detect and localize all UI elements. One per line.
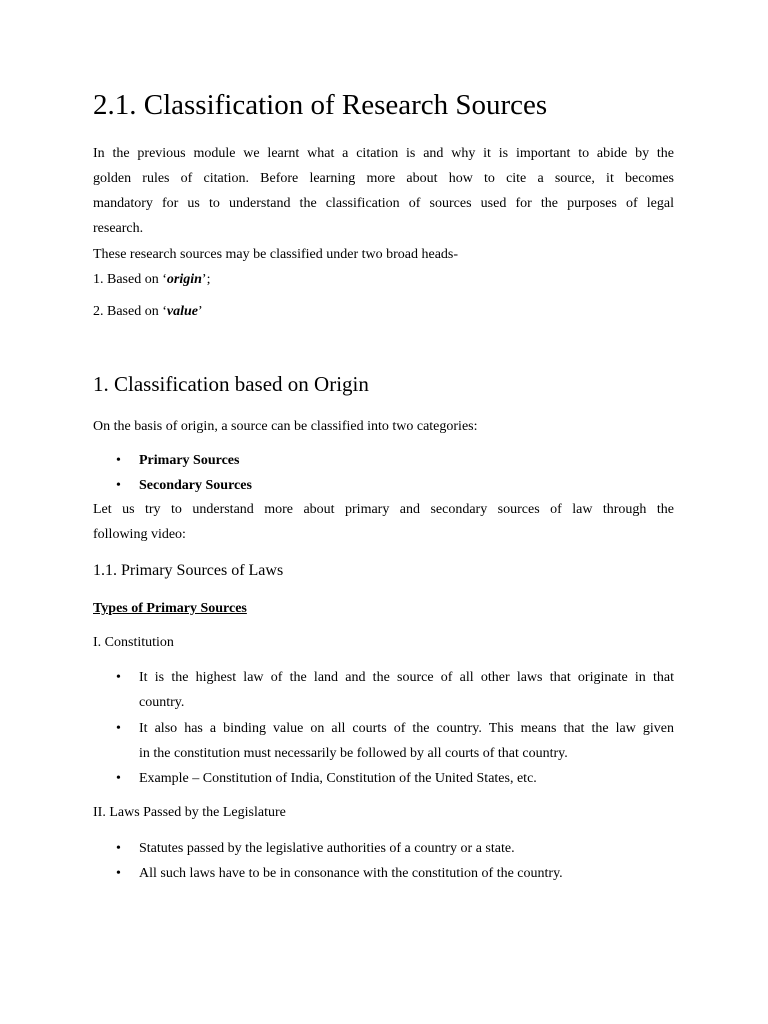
- bullet-line: Example – Constitution of India, Constitution of the United States, etc.: [139, 771, 537, 786]
- page-title: 2.1. Classification of Research Sources: [93, 89, 548, 121]
- origin-item: [93, 270, 210, 290]
- bullet-line: Statutes passed by the legislative authorities of a country or a state.: [139, 841, 515, 856]
- legislature-label: II. Laws Passed by the Legislature: [93, 805, 286, 820]
- video-line: following video:: [93, 527, 186, 542]
- origin-item-prefix: 1. Based on ‘: [93, 272, 167, 287]
- category-primary: Primary Sources: [139, 453, 240, 468]
- legislature-bullet: [139, 864, 674, 889]
- bullet-line: country.: [139, 695, 185, 710]
- legislature-bullet: [139, 839, 674, 864]
- category-secondary: Secondary Sources: [139, 478, 252, 493]
- section-heading-origin: 1. Classification based on Origin: [93, 372, 369, 396]
- bullet-line: It is the highest law of the land and the source of all other laws that originate in that: [139, 670, 674, 685]
- bullet-marker: •: [116, 453, 121, 468]
- intro-line: In the previous module we learnt what a citation is and why it is important to abide by the: [93, 146, 674, 161]
- subsection-heading-primary: 1.1. Primary Sources of Laws: [93, 562, 284, 579]
- constitution-bullet: [139, 668, 674, 718]
- intro-line: golden rules of citation. Before learning more about how to cite a source, it becomes: [93, 171, 674, 186]
- constitution-bullet: [139, 769, 674, 794]
- constitution-bullet: [139, 719, 674, 769]
- bullet-marker: •: [116, 721, 121, 736]
- types-heading: Types of Primary Sources: [93, 601, 247, 616]
- intro-line: research.: [93, 221, 144, 236]
- value-item-suffix: ’: [198, 304, 203, 319]
- broad-heads-line: These research sources may be classified under two broad heads-: [93, 247, 459, 262]
- bullet-line: It also has a binding value on all courts of the country. This means that the law given: [139, 721, 674, 736]
- intro-paragraph: [93, 144, 674, 244]
- bullet-marker: •: [116, 670, 121, 685]
- bullet-marker: •: [116, 841, 121, 856]
- bullet-line: All such laws have to be in consonance with the constitution of the country.: [139, 866, 563, 881]
- value-item: [93, 302, 203, 322]
- value-item-prefix: 2. Based on ‘: [93, 304, 167, 319]
- intro-line: mandatory for us to understand the classification of sources used for the purposes of legal: [93, 196, 674, 211]
- origin-intro: On the basis of origin, a source can be classified into two categories:: [93, 419, 478, 434]
- value-term: value: [166, 304, 198, 319]
- bullet-line: in the constitution must necessarily be followed by all courts of that country.: [139, 746, 568, 761]
- video-paragraph: [93, 500, 674, 550]
- bullet-marker: •: [116, 478, 121, 493]
- constitution-label: I. Constitution: [93, 635, 174, 650]
- bullet-marker: •: [116, 771, 121, 786]
- origin-term: origin: [166, 272, 202, 287]
- video-line: Let us try to understand more about primary and secondary sources of law through the: [93, 502, 674, 517]
- origin-item-suffix: ’;: [201, 272, 211, 287]
- bullet-marker: •: [116, 866, 121, 881]
